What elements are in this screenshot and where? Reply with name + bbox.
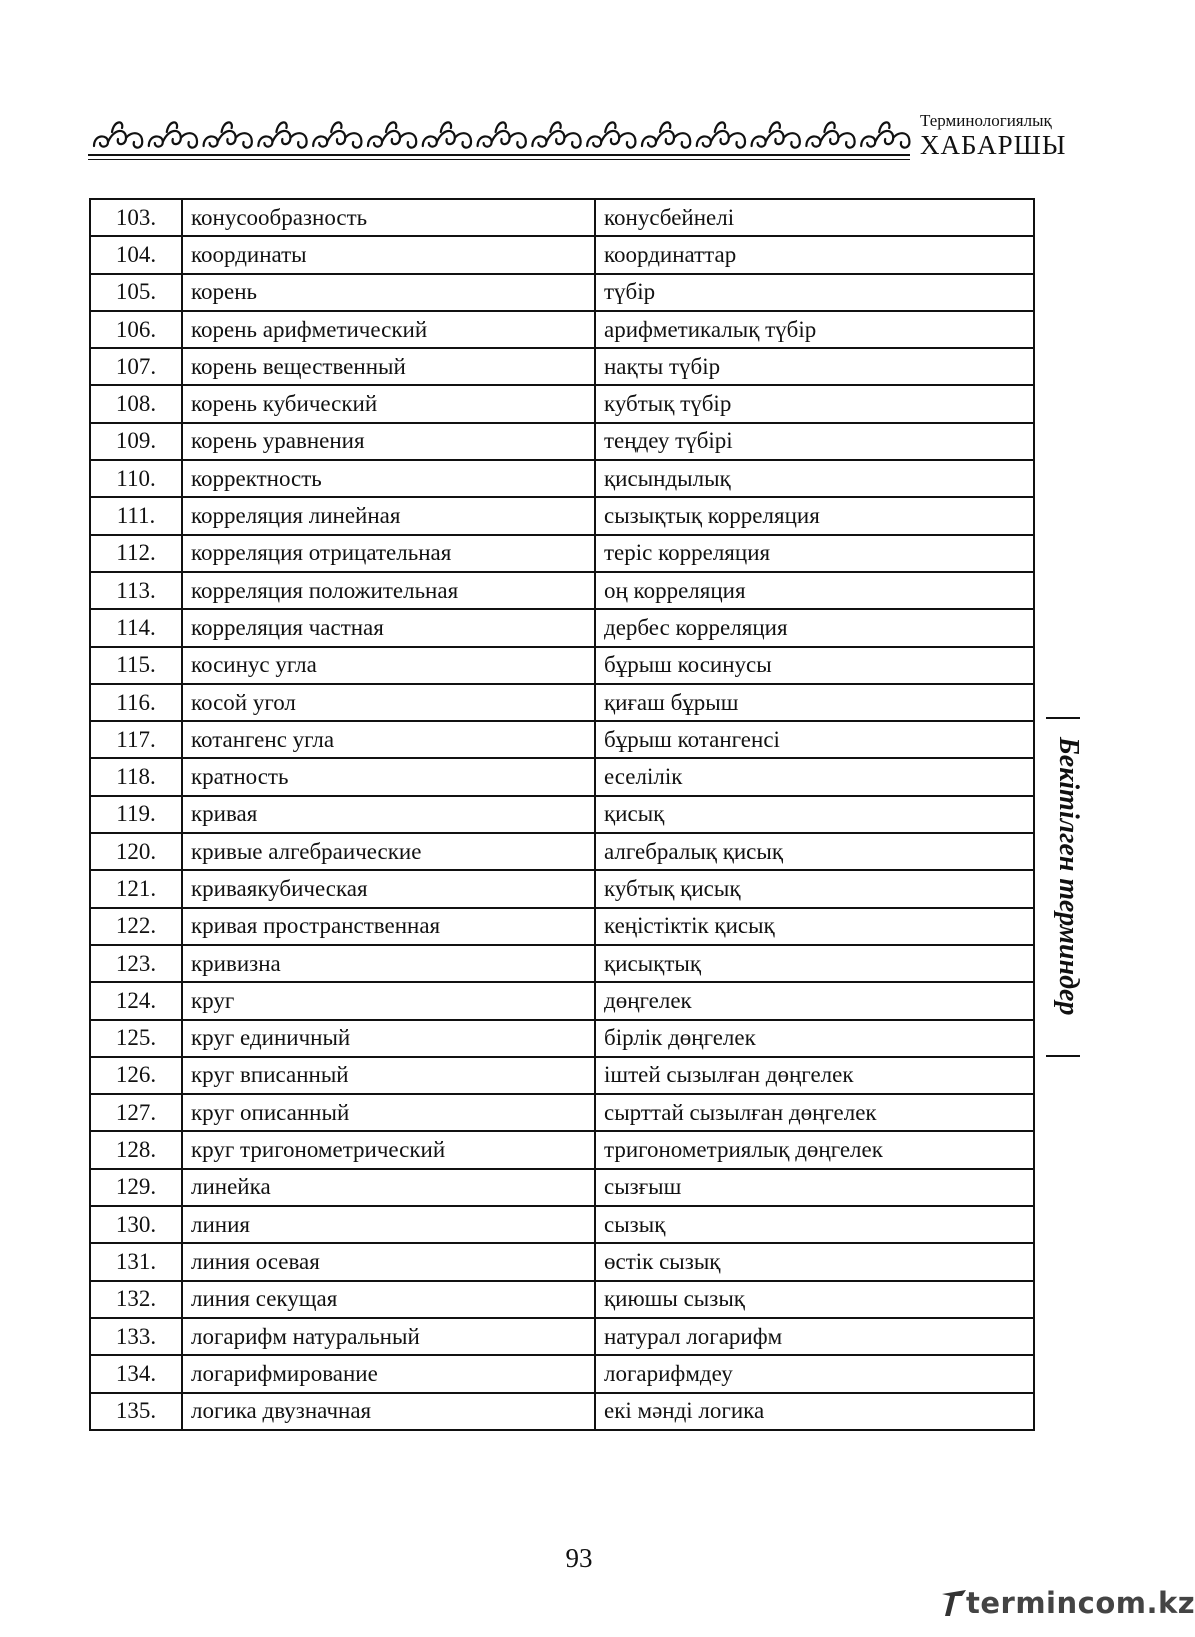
term-kazakh: еселілік: [595, 758, 1034, 795]
table-row: [90, 908, 1034, 945]
table-row: [90, 236, 1034, 273]
term-russian: корреляция частная: [182, 609, 595, 646]
term-russian: корреляция положительная: [182, 572, 595, 609]
term-kazakh: теңдеу түбірі: [595, 423, 1034, 460]
table-row: [90, 647, 1034, 684]
term-kazakh: қисықтық: [595, 945, 1034, 982]
row-number: 135.: [90, 1393, 182, 1430]
term-russian: криваякубическая: [182, 870, 595, 907]
table-row: [90, 348, 1034, 385]
row-number: 103.: [90, 199, 182, 236]
table-row: [90, 796, 1034, 833]
row-number: 118.: [90, 758, 182, 795]
row-number: 108.: [90, 385, 182, 422]
row-number: 134.: [90, 1355, 182, 1392]
table-row: [90, 311, 1034, 348]
term-kazakh: дөңгелек: [595, 982, 1034, 1019]
table-row: [90, 982, 1034, 1019]
term-russian: кривизна: [182, 945, 595, 982]
row-number: 128.: [90, 1131, 182, 1168]
terms-table: [89, 198, 1035, 1431]
side-caption-rule-bottom: [1046, 1055, 1080, 1057]
brand-subtitle: Терминологиялық: [920, 111, 1052, 130]
term-kazakh: өстік сызық: [595, 1243, 1034, 1280]
term-kazakh: түбір: [595, 274, 1034, 311]
term-kazakh: сызғыш: [595, 1169, 1034, 1206]
table-row: [90, 945, 1034, 982]
term-kazakh: нақты түбір: [595, 348, 1034, 385]
table-row: [90, 1206, 1034, 1243]
table-row: [90, 274, 1034, 311]
term-kazakh: қиюшы сызық: [595, 1281, 1034, 1318]
term-russian: круг единичный: [182, 1020, 595, 1057]
term-russian: кривая пространственная: [182, 908, 595, 945]
term-russian: кривые алгебраические: [182, 833, 595, 870]
row-number: 106.: [90, 311, 182, 348]
term-kazakh: оң корреляция: [595, 572, 1034, 609]
row-number: 107.: [90, 348, 182, 385]
term-kazakh: тригонометриялық дөңгелек: [595, 1131, 1034, 1168]
table-row: [90, 1355, 1034, 1392]
term-russian: круг вписанный: [182, 1057, 595, 1094]
table-row: [90, 1131, 1034, 1168]
term-russian: логика двузначная: [182, 1393, 595, 1430]
table-row: [90, 721, 1034, 758]
side-caption-text: Бекітілген терминдер: [1053, 737, 1084, 1016]
term-kazakh: бірлік дөңгелек: [595, 1020, 1034, 1057]
row-number: 117.: [90, 721, 182, 758]
row-number: 120.: [90, 833, 182, 870]
table-row: [90, 535, 1034, 572]
term-russian: логарифмирование: [182, 1355, 595, 1392]
term-russian: кривая: [182, 796, 595, 833]
row-number: 133.: [90, 1318, 182, 1355]
term-kazakh: сызықтық корреляция: [595, 497, 1034, 534]
table-row: [90, 1020, 1034, 1057]
row-number: 116.: [90, 684, 182, 721]
term-kazakh: қисындылық: [595, 460, 1034, 497]
header-rule-thin: [88, 159, 910, 160]
table-row: [90, 1393, 1034, 1430]
watermark-text: termincom.kz: [966, 1586, 1195, 1620]
term-kazakh: алгебралық қисық: [595, 833, 1034, 870]
row-number: 131.: [90, 1243, 182, 1280]
term-russian: линейка: [182, 1169, 595, 1206]
term-kazakh: кеңістіктік қисық: [595, 908, 1034, 945]
term-russian: логарифм натуральный: [182, 1318, 595, 1355]
term-russian: косой угол: [182, 684, 595, 721]
row-number: 111.: [90, 497, 182, 534]
term-kazakh: сызық: [595, 1206, 1034, 1243]
row-number: 119.: [90, 796, 182, 833]
term-kazakh: сырттай сызылған дөңгелек: [595, 1094, 1034, 1131]
term-russian: корень кубический: [182, 385, 595, 422]
ornament-border-icon: [88, 108, 910, 156]
table-row: [90, 1057, 1034, 1094]
table-row: [90, 199, 1034, 236]
row-number: 105.: [90, 274, 182, 311]
table-row: [90, 684, 1034, 721]
term-kazakh: бұрыш котангенсі: [595, 721, 1034, 758]
term-russian: корень вещественный: [182, 348, 595, 385]
term-russian: корень: [182, 274, 595, 311]
row-number: 114.: [90, 609, 182, 646]
table-row: [90, 572, 1034, 609]
term-kazakh: бұрыш косинусы: [595, 647, 1034, 684]
term-russian: линия осевая: [182, 1243, 595, 1280]
term-kazakh: қиғаш бұрыш: [595, 684, 1034, 721]
table-row: [90, 385, 1034, 422]
term-kazakh: координаттар: [595, 236, 1034, 273]
term-kazakh: натурал логарифм: [595, 1318, 1034, 1355]
term-russian: круг описанный: [182, 1094, 595, 1131]
header-rule: [88, 154, 910, 156]
term-russian: круг тригонометрический: [182, 1131, 595, 1168]
table-row: [90, 1169, 1034, 1206]
term-kazakh: дербес корреляция: [595, 609, 1034, 646]
term-russian: кратность: [182, 758, 595, 795]
term-russian: линия секущая: [182, 1281, 595, 1318]
term-kazakh: теріс корреляция: [595, 535, 1034, 572]
table-row: [90, 833, 1034, 870]
term-kazakh: екі мәнді логика: [595, 1393, 1034, 1430]
term-kazakh: логарифмдеу: [595, 1355, 1034, 1392]
term-russian: косинус угла: [182, 647, 595, 684]
table-row: [90, 1243, 1034, 1280]
table-row: [90, 1281, 1034, 1318]
row-number: 127.: [90, 1094, 182, 1131]
table-row: [90, 1094, 1034, 1131]
row-number: 124.: [90, 982, 182, 1019]
term-russian: круг: [182, 982, 595, 1019]
row-number: 113.: [90, 572, 182, 609]
table-row: [90, 1318, 1034, 1355]
row-number: 121.: [90, 870, 182, 907]
row-number: 110.: [90, 460, 182, 497]
term-russian: линия: [182, 1206, 595, 1243]
row-number: 123.: [90, 945, 182, 982]
table-row: [90, 497, 1034, 534]
row-number: 115.: [90, 647, 182, 684]
row-number: 104.: [90, 236, 182, 273]
side-caption-rule-top: [1046, 717, 1080, 719]
term-kazakh: кубтық қисық: [595, 870, 1034, 907]
row-number: 122.: [90, 908, 182, 945]
row-number: 129.: [90, 1169, 182, 1206]
table-row: [90, 758, 1034, 795]
term-russian: корень арифметический: [182, 311, 595, 348]
side-caption: [1052, 737, 1092, 1057]
term-kazakh: кубтық түбір: [595, 385, 1034, 422]
term-russian: корреляция линейная: [182, 497, 595, 534]
brand-title: ХАБАРШЫ: [920, 130, 1067, 160]
term-russian: котангенс угла: [182, 721, 595, 758]
row-number: 112.: [90, 535, 182, 572]
term-russian: координаты: [182, 236, 595, 273]
term-russian: корень уравнения: [182, 423, 595, 460]
term-russian: корреляция отрицательная: [182, 535, 595, 572]
row-number: 130.: [90, 1206, 182, 1243]
term-kazakh: қисық: [595, 796, 1034, 833]
term-russian: конусообразность: [182, 199, 595, 236]
term-kazakh: арифметикалық түбір: [595, 311, 1034, 348]
term-kazakh: іштей сызылған дөңгелек: [595, 1057, 1034, 1094]
row-number: 132.: [90, 1281, 182, 1318]
table-row: [90, 423, 1034, 460]
table-row: [90, 460, 1034, 497]
row-number: 109.: [90, 423, 182, 460]
row-number: 126.: [90, 1057, 182, 1094]
watermark: [940, 1580, 1195, 1626]
row-number: 125.: [90, 1020, 182, 1057]
term-kazakh: конусбейнелі: [595, 199, 1034, 236]
page-number: 93: [565, 1543, 593, 1573]
term-russian: корректность: [182, 460, 595, 497]
table-row: [90, 609, 1034, 646]
table-row: [90, 870, 1034, 907]
